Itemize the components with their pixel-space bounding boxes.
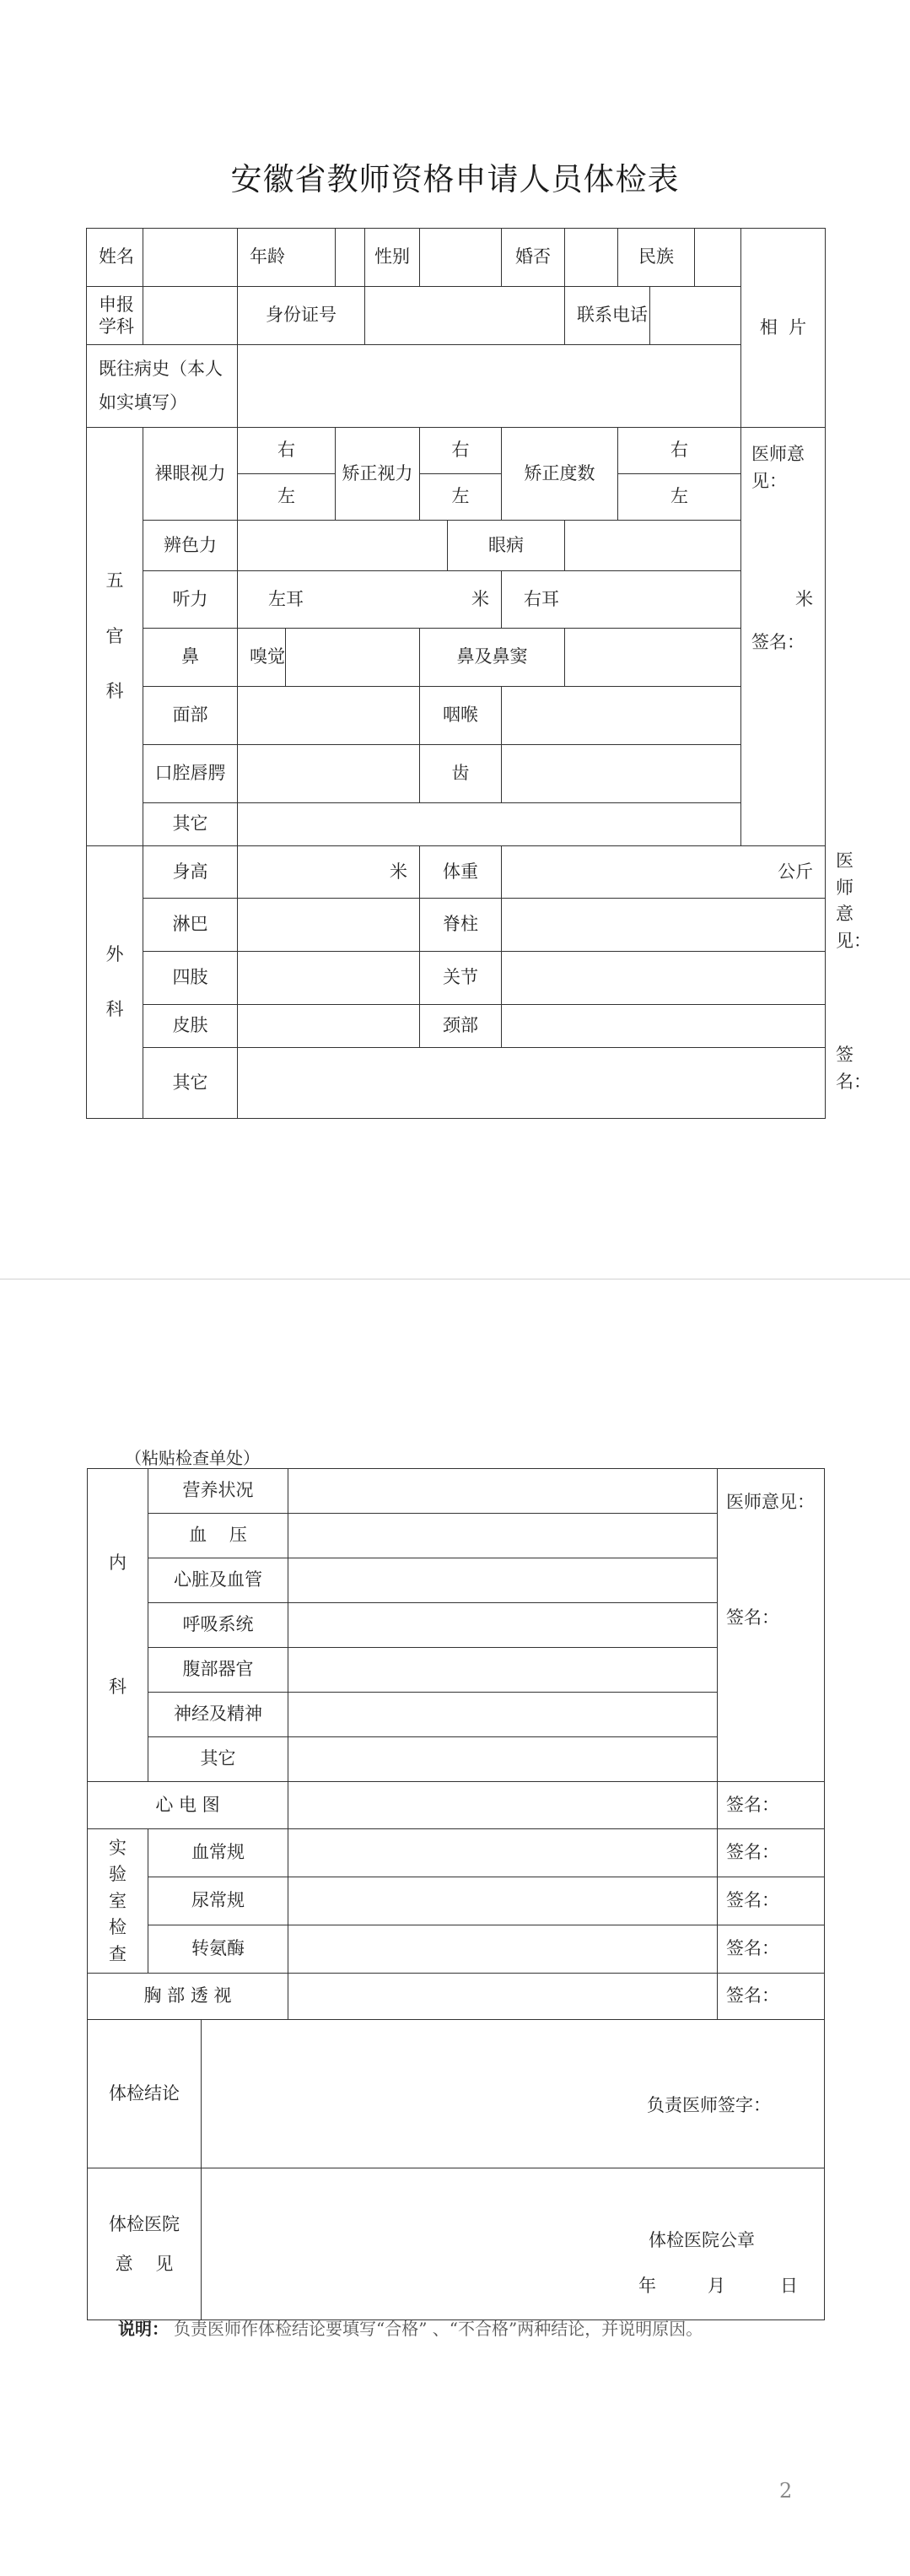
gender-field[interactable]	[420, 229, 502, 287]
hospital-opinion-line2: 意 见	[115, 2253, 174, 2274]
blood-routine-sign[interactable]: 签名：	[718, 1829, 825, 1877]
footnote	[118, 2315, 703, 2340]
marital-label: 婚否	[502, 229, 565, 287]
lab-char-5: 查	[109, 1943, 127, 1964]
corrected-right-label: 右	[420, 428, 502, 474]
date-day: 日	[780, 2276, 798, 2296]
mouth-label: 口腔唇腭	[143, 745, 238, 803]
abdomen-label: 腹部器官	[148, 1648, 288, 1693]
subject-label: 申报学科	[87, 287, 143, 345]
marital-field[interactable]	[565, 229, 618, 287]
page-number: 2	[779, 2479, 793, 2503]
eye-disease-field[interactable]	[565, 521, 741, 571]
teeth-field[interactable]	[502, 745, 826, 803]
chest-xray-sign[interactable]: 签名：	[718, 1974, 825, 2020]
lab-char-1: 实	[109, 1838, 127, 1859]
corrected-vision-label: 矫正视力	[336, 428, 420, 521]
eye-disease-label: 眼病	[448, 521, 565, 571]
wuguan-char-2: 官	[105, 625, 124, 646]
exam-form-page1: 姓名 年龄 性别 婚否 民族 相 片 申报学科 身份证号 联系电话 既往病史（本人如实填写） 五 官 科 裸眼视力 右 矫正视力 右 矫正度数 右 医师意见： 签名： 左 左 左 辨色力 眼病 听力 左耳 米 右耳 米 鼻 嗅觉 鼻及鼻窦 面部 咽喉 口腔唇腭 齿 其它 外 科 身高 米 体重 公斤 医师意见： 签名： 淋巴 脊柱 四肢 关节 皮肤 颈部 其它	[86, 228, 826, 1119]
wuguan-char-3: 科	[105, 681, 124, 702]
teeth-label: 齿	[420, 745, 502, 803]
neike-other-label: 其它	[148, 1737, 288, 1782]
lab-label	[88, 1829, 148, 1974]
ethnic-field[interactable]	[695, 229, 741, 287]
left-ear-label: 左耳	[268, 588, 304, 609]
chest-xray-label: 胸 部 透 视	[88, 1974, 288, 2020]
face-label: 面部	[143, 687, 238, 745]
alt-sign[interactable]: 签名：	[718, 1925, 825, 1974]
skin-label: 皮肤	[143, 1005, 238, 1048]
skin-field[interactable]	[238, 1005, 420, 1048]
ecg-sign[interactable]: 签名：	[718, 1782, 825, 1829]
left-ear-cell[interactable]	[238, 571, 502, 629]
photo-box: 相 片	[741, 229, 826, 428]
degree-left-label: 左	[618, 474, 741, 521]
face-field[interactable]	[238, 687, 420, 745]
wuguan-char-1: 五	[105, 570, 124, 591]
lab-char-4: 检	[109, 1917, 127, 1938]
history-label: 既往病史（本人如实填写）	[87, 345, 238, 428]
neck-label: 颈部	[420, 1005, 502, 1048]
color-sense-label: 辨色力	[143, 521, 238, 571]
name-field[interactable]	[143, 229, 238, 287]
sign-label: 签名：	[726, 1607, 779, 1628]
waike-char-2: 科	[105, 999, 124, 1019]
throat-label: 咽喉	[420, 687, 502, 745]
history-field[interactable]	[238, 345, 741, 428]
corrected-left-label: 左	[420, 474, 502, 521]
smell-field[interactable]	[286, 629, 420, 687]
color-sense-field[interactable]	[238, 521, 448, 571]
spine-field[interactable]	[502, 899, 826, 952]
ecg-label: 心 电 图	[88, 1782, 288, 1829]
blood-routine-field[interactable]	[288, 1829, 718, 1877]
footnote-label: 说明：	[118, 2319, 169, 2339]
date-year: 年	[638, 2276, 656, 2296]
id-card-field[interactable]	[365, 287, 565, 345]
nutrition-label: 营养状况	[148, 1469, 288, 1514]
degree-right-label: 右	[618, 428, 741, 474]
age-field[interactable]	[336, 229, 365, 287]
joints-label: 关节	[420, 952, 502, 1005]
joints-field[interactable]	[502, 952, 826, 1005]
nerve-field[interactable]	[288, 1693, 718, 1737]
conclusion-field[interactable]	[202, 2020, 825, 2168]
hospital-opinion-label	[88, 2168, 202, 2320]
name-label: 姓名	[87, 229, 143, 287]
neike-char-2: 科	[109, 1677, 127, 1697]
left-ear-unit: 米	[471, 588, 489, 609]
sinus-field[interactable]	[565, 629, 741, 687]
heart-field[interactable]	[288, 1558, 718, 1603]
limbs-field[interactable]	[238, 952, 420, 1005]
height-field[interactable]: 米	[238, 846, 420, 899]
alt-field[interactable]	[288, 1925, 718, 1974]
age-label: 年龄	[238, 229, 336, 287]
neike-char-1: 内	[109, 1552, 127, 1573]
abdomen-field[interactable]	[288, 1648, 718, 1693]
weight-field[interactable]: 公斤	[502, 846, 826, 899]
naked-vision-label: 裸眼视力	[143, 428, 238, 521]
form-title: 安徽省教师资格申请人员体检表	[230, 161, 680, 197]
weight-label: 体重	[420, 846, 502, 899]
resp-doctor-sign-label: 负责医师签字：	[647, 2095, 771, 2115]
urine-routine-label: 尿常规	[148, 1877, 288, 1925]
height-label: 身高	[143, 846, 238, 899]
ethnic-label: 民族	[618, 229, 695, 287]
urine-routine-field[interactable]	[288, 1877, 718, 1925]
waike-other-field[interactable]	[238, 1048, 826, 1119]
wuguan-other-field[interactable]	[238, 803, 826, 846]
urine-routine-sign[interactable]: 签名：	[718, 1877, 825, 1925]
subject-field[interactable]	[143, 287, 238, 345]
heart-label: 心脏及血管	[148, 1558, 288, 1603]
sinus-label: 鼻及鼻窦	[420, 629, 565, 687]
conclusion-label: 体检结论	[88, 2020, 202, 2168]
page-separator	[0, 1278, 910, 1280]
naked-right-label: 右	[238, 428, 336, 474]
respiratory-label: 呼吸系统	[148, 1603, 288, 1648]
attach-note: （粘贴检查单处）	[125, 1448, 260, 1468]
chest-xray-field[interactable]	[288, 1974, 718, 2020]
blood-pressure-label: 血 压	[148, 1514, 288, 1558]
limbs-label: 四肢	[143, 952, 238, 1005]
nose-label: 鼻	[143, 629, 238, 687]
waike-label	[87, 846, 143, 1119]
lab-char-2: 验	[109, 1864, 127, 1885]
waike-char-1: 外	[105, 943, 124, 964]
neck-field[interactable]	[502, 1005, 826, 1048]
wuguan-other-label: 其它	[143, 803, 238, 846]
right-ear-label: 右耳	[524, 588, 559, 609]
respiratory-field[interactable]	[288, 1603, 718, 1648]
right-ear-unit: 米	[795, 588, 813, 609]
lymph-field[interactable]	[238, 899, 420, 952]
neike-opinion[interactable]	[718, 1469, 825, 1782]
exam-form-page2	[87, 1468, 825, 2320]
gender-label: 性别	[365, 229, 420, 287]
ecg-field[interactable]	[288, 1782, 718, 1829]
doctor-opinion-label: 医师意见：	[726, 1492, 815, 1512]
hospital-opinion-field[interactable]	[202, 2168, 825, 2320]
blood-pressure-field[interactable]	[288, 1514, 718, 1558]
throat-field[interactable]	[502, 687, 826, 745]
correction-degree-label: 矫正度数	[502, 428, 618, 521]
naked-left-label: 左	[238, 474, 336, 521]
nutrition-field[interactable]	[288, 1469, 718, 1514]
id-card-label: 身份证号	[238, 287, 365, 345]
alt-label: 转氨酶	[148, 1925, 288, 1974]
date-month: 月	[708, 2276, 725, 2296]
phone-field[interactable]	[650, 287, 741, 345]
footnote-text: 负责医师作体检结论要填写“合格” 、“不合格”两种结论，并说明原因。	[174, 2319, 703, 2339]
neike-label	[88, 1469, 148, 1782]
sign-label: 签名：	[751, 632, 805, 652]
wuguan-label	[87, 428, 143, 846]
spine-label: 脊柱	[420, 899, 502, 952]
phone-label: 联系电话	[565, 287, 650, 345]
neike-other-field[interactable]	[288, 1737, 718, 1782]
smell-label: 嗅觉	[238, 629, 286, 687]
hearing-label: 听力	[143, 571, 238, 629]
nerve-label: 神经及精神	[148, 1693, 288, 1737]
blood-routine-label: 血常规	[148, 1829, 288, 1877]
mouth-field[interactable]	[238, 745, 420, 803]
lab-char-3: 室	[109, 1890, 127, 1911]
lymph-label: 淋巴	[143, 899, 238, 952]
hospital-opinion-line1: 体检医院	[109, 2214, 180, 2235]
right-ear-cell[interactable]	[502, 571, 826, 629]
doctor-opinion-label: 医师意见：	[751, 444, 805, 491]
hospital-seal-label: 体检医院公章	[649, 2230, 755, 2250]
waike-other-label: 其它	[143, 1048, 238, 1119]
